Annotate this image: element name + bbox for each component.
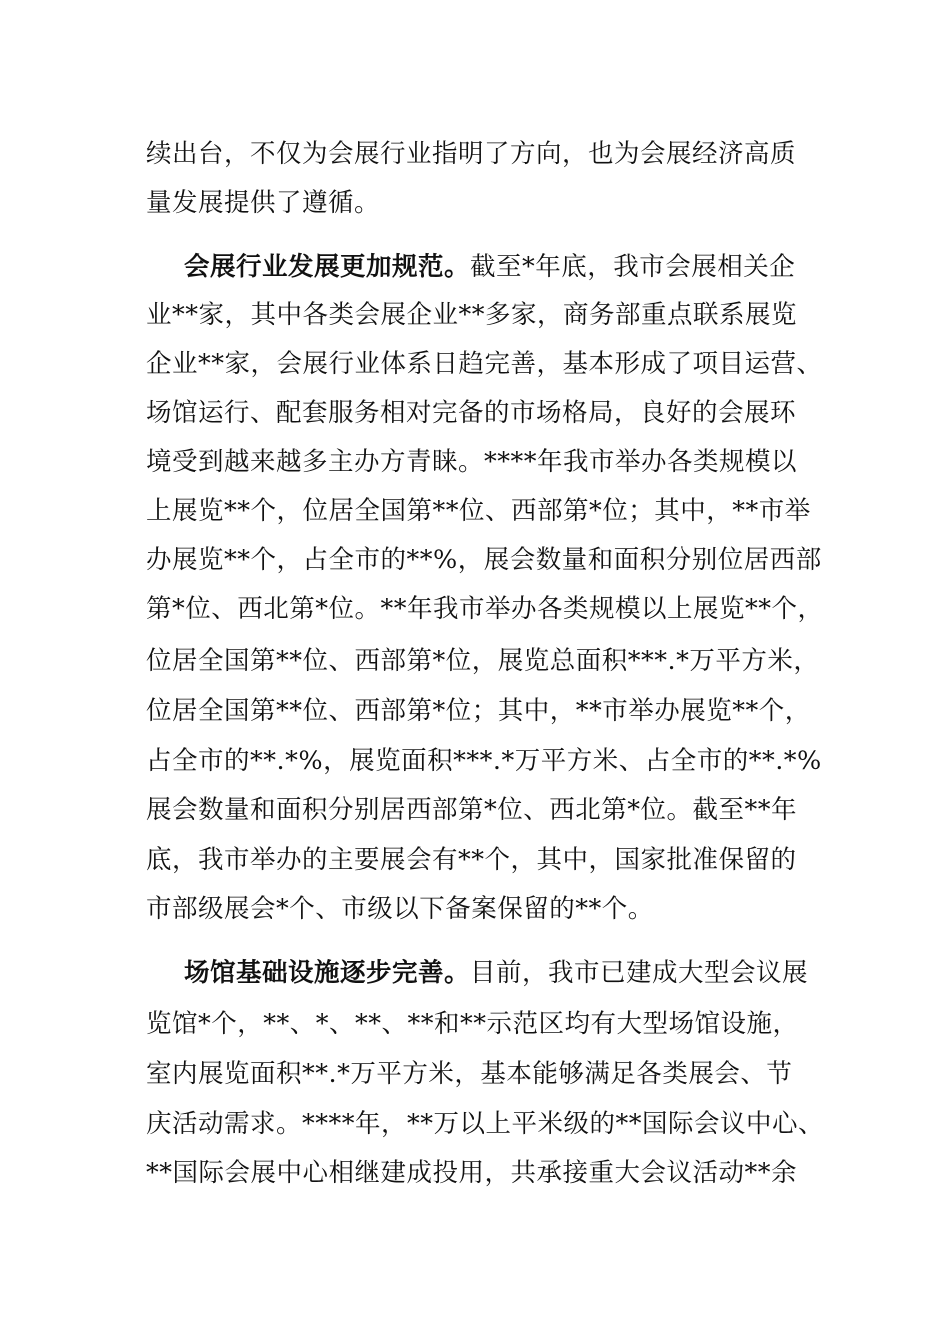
text-line: 第*位、西北第*位。**年我市举办各类规模以上展览**个， [146,594,824,624]
text-line: 境受到越来越多主办方青睐。****年我市举办各类规模以 [146,447,798,477]
text-run: 截至*年底，我市会展相关企 [470,252,796,282]
paragraph-first-line [184,249,795,285]
text-line: 场馆运行、配套服务相对完备的市场格局，良好的会展环 [146,398,797,428]
text-line: 底，我市举办的主要展会有**个，其中，国家批准保留的 [146,845,797,875]
text-line: 庆活动需求。****年，**万以上平米级的**国际会议中心、 [146,1109,825,1139]
section-heading: 会展行业发展更加规范。 [184,252,471,282]
text-line: 续出台，不仅为会展行业指明了方向，也为会展经济高质 [146,139,797,169]
text-line: 位居全国第**位、西部第*位；其中，**市举办展览**个， [146,696,811,726]
text-line: 位居全国第**位、西部第*位，展览总面积***.*万平方米， [146,646,820,676]
paragraph-first-line [184,955,808,991]
text-line: 览馆*个，**、*、**、**和**示范区均有大型场馆设施， [146,1009,799,1039]
text-run: 目前，我市已建成大型会议展 [470,958,809,988]
text-line: 业**家，其中各类会展企业**多家，商务部重点联系展览 [146,300,798,330]
text-line: 市部级展会*个、市级以下备案保留的**个。 [146,894,654,924]
text-line: 办展览**个，占全市的**%，展会数量和面积分别位居西部 [146,545,822,575]
text-line: 量发展提供了遵循。 [146,188,381,218]
text-line: **国际会展中心相继建成投用，共承接重大会议活动**余 [146,1158,798,1188]
section-heading: 场馆基础设施逐步完善。 [184,958,471,988]
text-line: 室内展览面积**.*万平方米，基本能够满足各类展会、节 [146,1059,793,1089]
text-line: 企业**家，会展行业体系日趋完善，基本形成了项目运营、 [146,349,823,379]
text-line: 上展览**个，位居全国第**位、西部第*位；其中，**市举 [146,496,811,526]
text-line: 占全市的**.*%，展览面积***.*万平方米、占全市的**.*% [146,746,822,776]
text-line: 展会数量和面积分别居西部第*位、西北第*位。截至**年 [146,795,798,825]
